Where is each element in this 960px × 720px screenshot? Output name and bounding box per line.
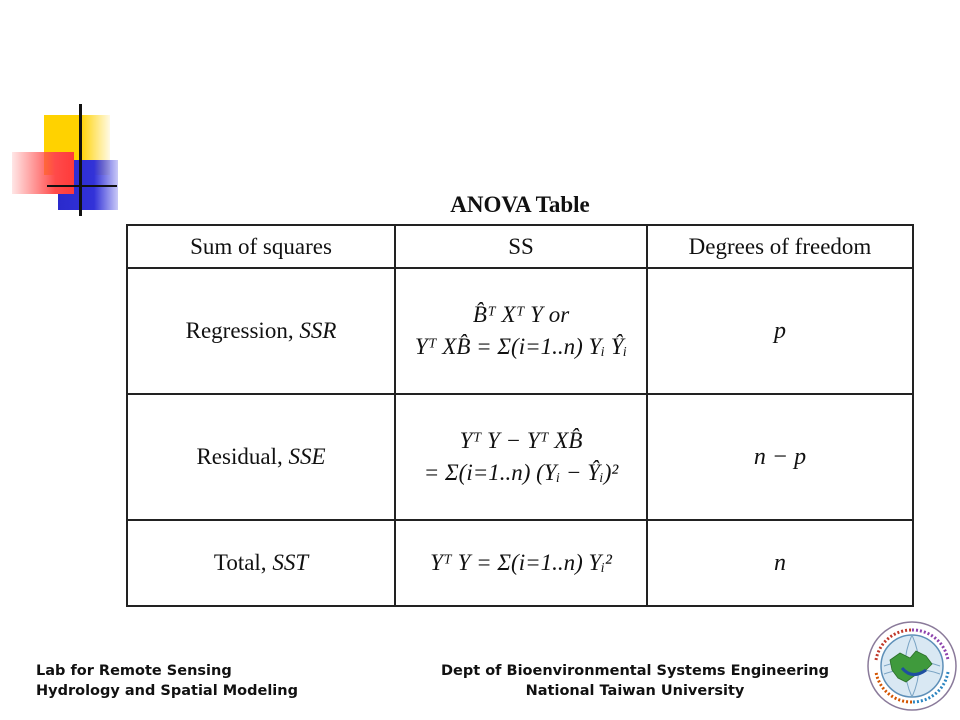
footer-left-line1: Lab for Remote Sensing	[36, 663, 232, 679]
footer-right-line2: National Taiwan University	[525, 683, 745, 699]
decorative-horizontal-line	[47, 185, 117, 187]
table-row-residual	[127, 394, 913, 520]
ss-formula-regression	[395, 268, 647, 394]
row-source-regression: Regression, SSR	[127, 268, 395, 394]
decorative-red-square	[12, 152, 74, 194]
table-title: ANOVA Table	[450, 192, 590, 217]
row-source-residual: Residual, SSE	[127, 394, 395, 520]
ss-total-line1: Yᵀ Y = Σ(i=1..n) Yᵢ²	[430, 550, 612, 575]
df-total: n	[647, 520, 913, 606]
sse-abbr: SSE	[288, 444, 326, 469]
ss-formula-residual	[395, 394, 647, 520]
footer-lab-name	[36, 661, 298, 701]
anova-table	[126, 224, 914, 607]
table-row-total	[127, 520, 913, 606]
header-ss: SS	[395, 225, 647, 268]
table-row-regression	[127, 268, 913, 394]
ss-residual-line2: = Σ(i=1..n) (Yᵢ − Ŷᵢ)²	[423, 460, 619, 485]
ss-residual-line1: Yᵀ Y − Yᵀ XB̂	[459, 428, 583, 453]
ss-regression-line2: Yᵀ XB̂ = Σ(i=1..n) Yᵢ Ŷᵢ	[414, 334, 628, 359]
df-residual: n − p	[647, 394, 913, 520]
sst-abbr: SST	[272, 550, 309, 575]
ssr-abbr: SSR	[299, 318, 337, 343]
header-sum-of-squares: Sum of squares	[127, 225, 395, 268]
table-header-row	[127, 225, 913, 268]
ss-formula-total	[395, 520, 647, 606]
footer-right-line1: Dept of Bioenvironmental Systems Engineering	[440, 663, 830, 679]
header-degrees-of-freedom: Degrees of freedom	[647, 225, 913, 268]
ntu-seal-icon	[866, 620, 958, 712]
ss-regression-line1: B̂ᵀ Xᵀ Y or	[472, 302, 570, 327]
df-regression: p	[647, 268, 913, 394]
footer-department	[405, 661, 865, 701]
footer-left-line2: Hydrology and Spatial Modeling	[36, 683, 298, 699]
row-source-total: Total, SST	[127, 520, 395, 606]
